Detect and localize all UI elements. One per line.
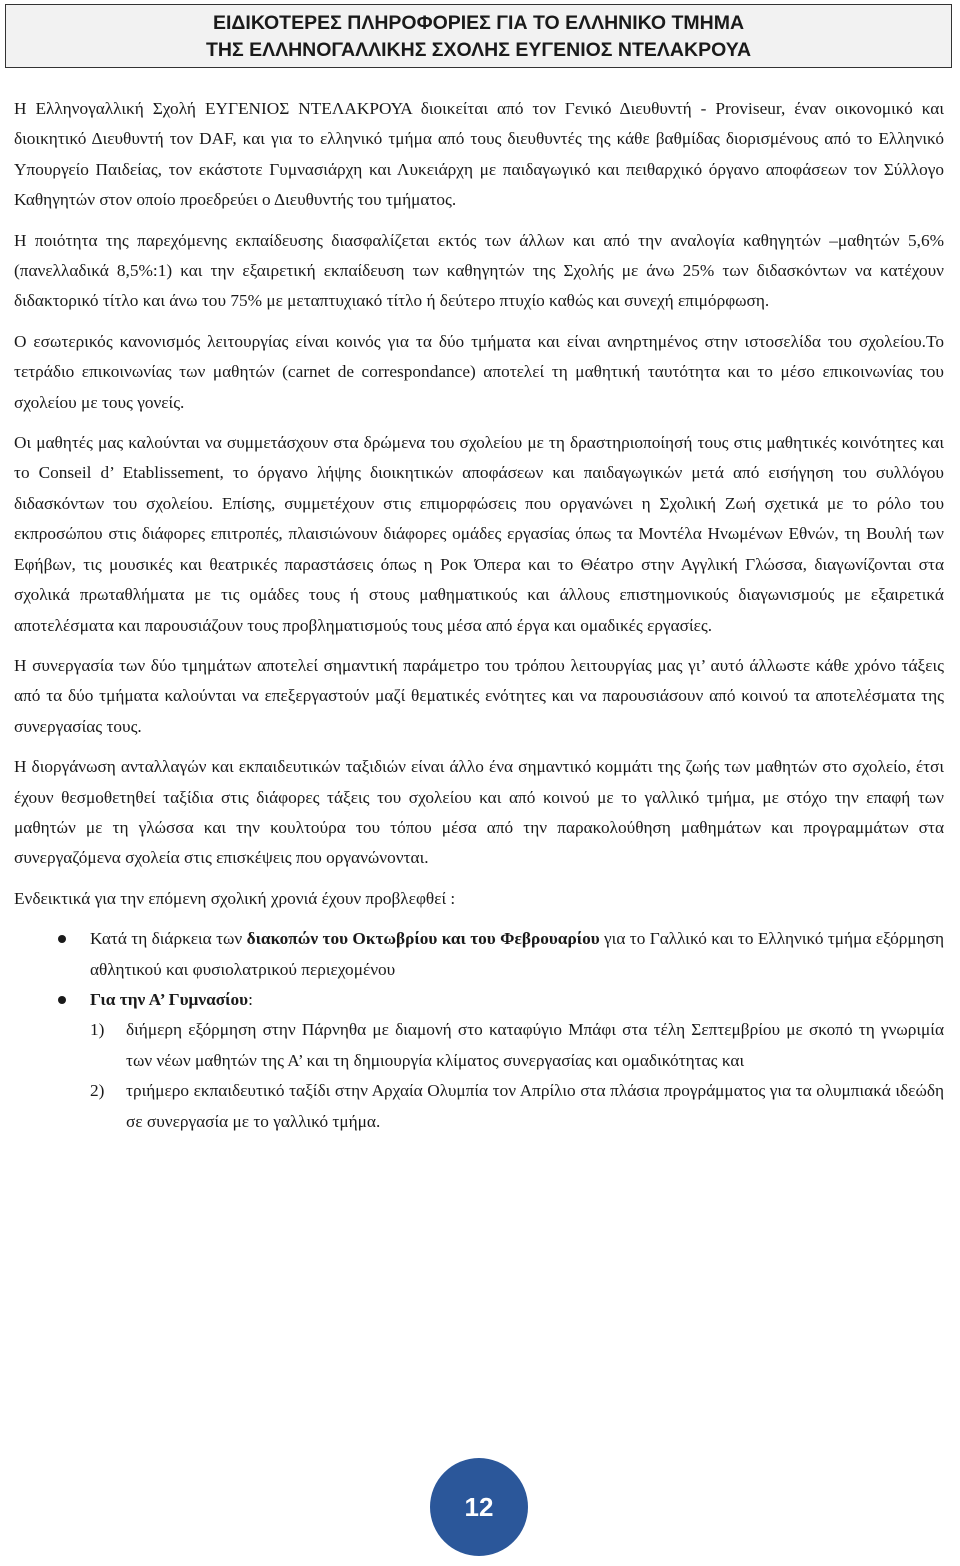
- list-item: [14, 1076, 944, 1137]
- bullet-text-post: :: [248, 989, 253, 1009]
- header-title-line-2: ΤΗΣ ΕΛΛΗΝΟΓΑΛΛΙΚΗΣ ΣΧΟΛΗΣ ΕΥΓΕΝΙΟΣ ΝΤΕΛΑΚΡΟΥΑ: [205, 39, 752, 61]
- paragraph-education-quality: Η ποιότητα της παρεχόμενης εκπαίδευσης διασφαλίζεται εκτός των άλλων και από την αναλογία καθηγητών –μαθητών 5,6% (πανελλαδικά 8,5%:1) και την εξαιρετική εκπαίδευση των καθηγητών της Σχολής με άνω 25% των διδασκόντων να κατέχουν διδακτορικό τίτλο και άνω του 75% με μεταπτυχιακό τίτλο ή δεύτερο πτυχίο καθώς και συνεχή επιμόρφωση.: [14, 230, 944, 311]
- document-body: [14, 94, 944, 1137]
- paragraph-cooperation: Η συνεργασία των δύο τμημάτων αποτελεί σημαντική παράμετρο του τρόπου λειτουργίας μας γι’ αυτό άλλωστε κάθε χρόνο τάξεις από τα δύο τμήματα καλούνται να επεξεργαστούν μαζί θεματικές ενότητες και να παρουσιάσουν από κοινού τα αποτελέσματα της συνεργασίας τους.: [14, 655, 944, 736]
- list-item-text: τριήμερο εκπαιδευτικό ταξίδι στην Αρχαία Ολυμπία τον Απρίλιο στα πλάσια προγράμματος για τα ολυμπιακά ιδεώδη σε συνεργασία με το γαλλικό τμήμα.: [126, 1081, 944, 1131]
- list-item: [14, 985, 944, 1015]
- header-title-line-1: ΕΙΔΙΚΟΤΕΡΕΣ ΠΛΗΡΟΦΟΡΙΕΣ ΓΙΑ ΤΟ ΕΛΛΗΝΙΚΟ ΤΜΗΜΑ: [212, 12, 745, 34]
- list-item: [14, 1015, 944, 1076]
- planned-activities-list: [14, 924, 944, 1015]
- list-item: [14, 924, 944, 985]
- paragraph-planned-intro: Ενδεικτικά για την επόμενη σχολική χρονιά έχουν προβλεφθεί :: [14, 888, 456, 908]
- list-item-number: 2): [90, 1081, 105, 1101]
- paragraph-administration: Η Ελληνογαλλική Σχολή ΕΥΓΕΝΙΟΣ ΝΤΕΛΑΚΡΟΥΑ διοικείται από τον Γενικό Διευθυντή - Proviseur, έναν οικονομικό και διοικητικό Διευθυντή τον DAF, και για το ελληνικό τμήμα από τους διευθυντές της κάθε βαθμίδας διορισμένους από το Ελληνικό Υπουργείο Παιδείας, τον εκάστοτε Γυμνασιάρχη και Λυκειάρχη με παιδαγωγικό και πειθαρχικό όργανο αποφάσεων τον Σύλλογο Καθηγητών στον οποίο προεδρεύει ο Διευθυντής του τμήματος.: [14, 99, 944, 210]
- bullet-text-pre: Κατά τη διάρκεια των: [90, 929, 247, 949]
- bullet-icon: [58, 935, 66, 943]
- paragraph-internal-regulation: Ο εσωτερικός κανονισμός λειτουργίας είναι κοινός για τα δύο τμήματα και είναι ανηρτημένος στην ιστοσελίδα του σχολείου.Το τετράδιο επικοινωνίας των μαθητών (carnet de correspondance) αποτελεί τη μαθητική ταυτότητα και το μέσο επικοινωνίας του σχολείου με τους γονείς.: [14, 331, 944, 412]
- bullet-icon: [58, 996, 66, 1004]
- list-item-number: 1): [90, 1020, 105, 1040]
- page-number-badge: 12: [430, 1458, 528, 1556]
- page-header: [5, 4, 952, 68]
- paragraph-student-participation: Οι μαθητές μας καλούνται να συμμετάσχουν στα δρώμενα του σχολείου με τη δραστηριοποίησή τους στις μαθητικές κοινότητες και το Conseil d’ Etablissement, το όργανο λήψης διοικητικών αποφάσεων και παιδαγωγικών μετά από εισήγηση του συλλόγου διδασκόντων του σχολείου. Επίσης, συμμετέχουν στις επιμορφώσεις που οργανώνει η Σχολική Ζωή σχετικά με το ρόλο του εκπροσώπου στις διάφορες επιτροπές, πλαισιώνουν διάφορες ομάδες εργασίας όπως τα Μοντέλα Ηνωμένων Εθνών, τη Βουλή των Εφήβων, τις μουσικές και θεατρικές παραστάσεις όπως η Ροκ Όπερα και το Θέατρο στην Αγγλική Γλώσσα, διαγωνίζονται στα σχολικά πρωταθλήματα με τις ομάδες τους ή στους μαθηματικούς και άλλους επιστημονικούς διαγωνισμούς με εξαιρετικά αποτελέσματα και παρουσιάζουν τους προβληματισμούς τους μέσα από έργα και ομαδικές εργασίες.: [14, 433, 944, 635]
- bullet-text-bold: Για την Α’ Γυμνασίου: [90, 989, 249, 1009]
- list-item-text: διήμερη εξόρμηση στην Πάρνηθα με διαμονή στο καταφύγιο Μπάφι στα τέλη Σεπτεμβρίου με σκοπό τη γνωριμία των νέων μαθητών της Α’ και τη δημιουργία κλίματος συνεργασίας και ομαδικότητας και: [126, 1020, 944, 1070]
- paragraph-exchanges: Η διοργάνωση ανταλλαγών και εκπαιδευτικών ταξιδιών είναι άλλο ένα σημαντικό κομμάτι της ζωής των μαθητών στο σχολείο, έτσι έχουν θεσμοθετηθεί ταξίδια στις διάφορες τάξεις του σχολείου και από κοινού με το γαλλικό τμήμα, με στόχο την επαφή των μαθητών με τη γλώσσα και την κουλτούρα του τόπου μέσα από την παρακολούθηση μαθημάτων και προγραμμάτων στα συνεργαζόμενα σχολεία στις επισκέψεις που οργανώνονται.: [14, 757, 944, 868]
- bullet-text-post: για το Γαλλικό και το Ελληνικό τμήμα εξόρμηση αθλητικού και φυσιολατρικού περιεχομένου: [90, 929, 944, 979]
- bullet-text-bold: διακοπών του Οκτωβρίου και του Φεβρουαρίου: [246, 929, 600, 949]
- first-grade-activities-list: [14, 1015, 944, 1137]
